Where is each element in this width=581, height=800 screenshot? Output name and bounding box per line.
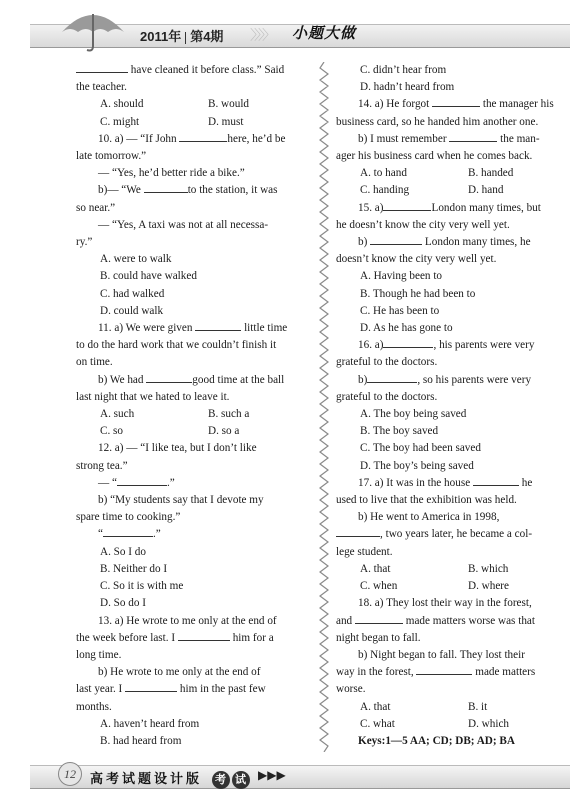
text-line: , two years later, he became a col- (336, 526, 572, 543)
left-column (76, 62, 314, 750)
option: B. The boy saved (360, 425, 439, 438)
option: B. Though he had been to (360, 287, 476, 300)
option: C. So it is with me (100, 580, 184, 593)
text-line: b) He wrote to me only at the end of (98, 666, 261, 679)
question-15: 15. a) London many times, but (358, 201, 541, 214)
option-row: C. might D. must (100, 115, 244, 128)
issue-number: 第4期 (190, 29, 224, 44)
text-line: b) I must remember the man- (358, 132, 540, 145)
question-10: 10. a) — “If John here, he’d be (98, 132, 286, 145)
text-line: the teacher. (76, 81, 127, 94)
text-line: b) “My students say that I devote my (98, 494, 264, 507)
text-line: ry.” (76, 236, 93, 249)
option-row: A. should B. would (100, 98, 250, 111)
text-line: b) , so his parents were very (358, 373, 532, 386)
chevron-icon: 〉〉〉〉 (250, 28, 273, 44)
answer-keys: Keys:1—5 AA; CD; DB; AD; BA (358, 734, 515, 747)
option: C. The boy had been saved (360, 442, 481, 455)
text-line: have cleaned it before class.” Said (76, 62, 314, 79)
umbrella-icon (58, 6, 128, 52)
text-line: b)— “We to the station, it was (98, 184, 278, 197)
option-row: A. that B. it (360, 700, 488, 713)
text-line: “ .” (98, 528, 161, 541)
page-header (0, 0, 581, 52)
question-17: 17. a) It was in the house he (358, 476, 533, 489)
question-14: 14. a) He forgot the manager his (358, 98, 554, 111)
text-line: ager his business card when he comes back. (336, 150, 533, 163)
text-line: grateful to the doctors. (336, 390, 438, 403)
text-line: strong tea.” (76, 459, 128, 472)
question-13: 13. a) He wrote to me only at the end of (98, 614, 277, 627)
text-line: and made matters worse was that (336, 614, 535, 627)
text-line: late tomorrow.” (76, 150, 147, 163)
text-line: b) Night began to fall. They lost their (358, 648, 525, 661)
option: A. So I do (100, 545, 146, 558)
text-line: he doesn’t know the city very well yet. (336, 218, 510, 231)
option: C. He has been to (360, 304, 440, 317)
option: B. Neither do I (100, 562, 168, 575)
text-line: spare time to cooking.” (76, 511, 181, 524)
text-line: last year. I him in the past few (76, 683, 266, 696)
question-16: 16. a) , his parents were very (358, 339, 535, 352)
page-number: 12 (58, 762, 82, 786)
page-footer (30, 762, 570, 788)
text-line: lege student. (336, 545, 393, 558)
text-line: months. (76, 700, 112, 713)
option-row: C. when D. where (360, 580, 510, 593)
text-line: used to live that the exhibition was held. (336, 494, 517, 507)
column-divider (318, 62, 330, 752)
option: D. could walk (100, 304, 164, 317)
text-line: so near.” (76, 201, 116, 214)
text-line: — “Yes, he’d better ride a bike.” (98, 167, 245, 180)
text-line: last night that we hated to leave it. (76, 390, 230, 403)
option: B. had heard from (100, 734, 182, 747)
option: D. hadn’t heard from (360, 81, 455, 94)
text-line: way in the forest, made matters (336, 666, 536, 679)
text-line: long time. (76, 648, 122, 661)
text-line: b) London many times, he (358, 236, 531, 249)
option: D. As he has gone to (360, 322, 453, 335)
option: B. could have walked (100, 270, 197, 283)
option-row: C. so D. so a (100, 425, 240, 438)
text-line: doesn’t know the city very well yet. (336, 253, 497, 266)
option: C. had walked (100, 287, 165, 300)
option: A. haven’t heard from (100, 717, 200, 730)
text-line: grateful to the doctors. (336, 356, 438, 369)
option-row: A. to hand B. handed (360, 167, 514, 180)
option: D. The boy’s being saved (360, 459, 474, 472)
text-line: b) We had good time at the ball (98, 373, 285, 386)
question-18: 18. a) They lost their way in the forest, (358, 597, 532, 610)
text-line: on time. (76, 356, 113, 369)
badge-shi: 试 (232, 771, 250, 789)
text-line: — “Yes, A taxi was not at all necessa- (98, 218, 269, 231)
question-11: 11. a) We were given little time (98, 322, 288, 335)
option: A. Having been to (360, 270, 443, 283)
text-line: worse. (336, 683, 366, 696)
option-row: A. such B. such a (100, 408, 250, 421)
section-title: 小题大做 (292, 24, 357, 42)
option: A. were to walk (100, 253, 172, 266)
text-line: the week before last. I him for a (76, 631, 274, 644)
right-column (336, 62, 572, 750)
arrow-icon: ▶▶▶ (258, 768, 286, 782)
option-row: C. what D. which (360, 717, 510, 730)
option-row: C. handing D. hand (360, 184, 504, 197)
option: C. didn’t hear from (360, 64, 447, 76)
option: A. The boy being saved (360, 408, 467, 421)
question-12: 12. a) — “I like tea, but I don’t like (98, 442, 257, 455)
year-label: 2011年 (140, 29, 182, 44)
badge-kao: 考 (212, 771, 230, 789)
text-line: b) He went to America in 1998, (358, 511, 500, 524)
publication-name: 高考试题设计版 考 试 (90, 768, 250, 789)
text-line: night began to fall. (336, 631, 421, 644)
option: D. So do I (100, 597, 146, 610)
text-line: business card, so he handed him another one. (336, 115, 539, 128)
text-line: — “ .” (98, 476, 175, 489)
issue-label (140, 26, 223, 45)
text-line: to do the hard work that we couldn’t finish it (76, 339, 277, 352)
option-row: A. that B. which (360, 562, 509, 575)
